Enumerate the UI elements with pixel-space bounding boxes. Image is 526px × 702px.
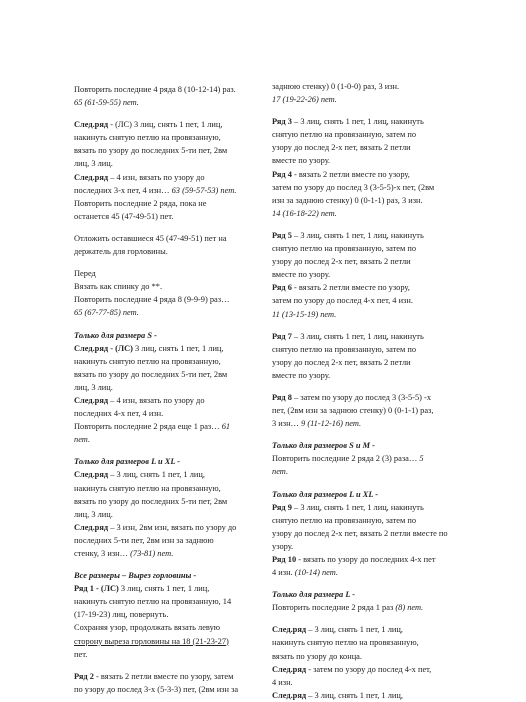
text-line: узору до послед 2-х пет, вязать 2 петли вместе по	[272, 528, 448, 538]
text-line: – 4 изн, вязать по узору до	[108, 395, 205, 405]
text-line: - (ЛС) 3 лиц, снять 1 пет, 1 лиц,	[108, 120, 223, 130]
stitch-count: 65 (67-77-85) пет.	[74, 308, 139, 318]
section-heading: Все размеры – Вырез горловины -	[74, 571, 197, 581]
text-line: вязать по узору до последних 5-ти пет, 2вм	[74, 146, 228, 156]
stitch-count: 61	[221, 422, 231, 432]
section-heading: Только для размера L -	[272, 590, 356, 600]
row-label: Ряд 5	[272, 230, 292, 240]
text-line: – 3 лиц, снять 1 пет, 1 лиц, накинуть	[291, 331, 424, 341]
text-line: 3 изн…	[272, 419, 302, 429]
text-line: лиц, 3 лиц.	[74, 382, 113, 392]
paragraph	[272, 330, 478, 382]
text-line: – 3 лиц, снять 1 пет, 1 лиц, накинуть	[291, 117, 424, 127]
text-line: накинуть снятую петлю на провязанную, 14	[74, 597, 232, 607]
text-line: узору до послед 2-х пет, вязать 2 петли	[272, 357, 411, 367]
row-label: Ряд 2	[74, 671, 94, 681]
row-label: След.ряд - (ЛС)	[74, 343, 133, 353]
text-line: останется 45 (47-49-51) пет.	[74, 211, 174, 221]
paragraph	[74, 329, 274, 447]
text-line: - затем по узору до послед 4-х пет,	[306, 664, 432, 674]
text-line: 4 изн.	[272, 677, 293, 687]
paragraph	[272, 229, 478, 321]
paragraph	[74, 569, 274, 661]
text-line: затем по узору до послед 4-х пет, 4 изн.	[272, 296, 413, 306]
paragraph	[272, 439, 478, 478]
stitch-count: 5	[419, 454, 424, 464]
text-line: вязать по узору до последних 5-ти пет, 2вм	[74, 369, 228, 379]
stitch-count: (73-81) пет.	[130, 549, 174, 558]
paragraph	[272, 488, 478, 580]
text-line: заднюю стенку) 0 (1-0-0) раз, 3 изн.	[272, 82, 400, 91]
text-line: Отложить оставшиеся 45 (47-49-51) пет на	[74, 233, 227, 243]
row-label: След.ряд	[272, 625, 307, 635]
text-line: пет, (2вм изн за заднюю стенку) 0 (0-1-1) раз,	[272, 406, 434, 416]
text-line: – 3 лиц, снять 1 пет, 1 лиц,	[108, 470, 205, 480]
text-line: 4 изн.	[272, 568, 295, 578]
paragraph	[74, 267, 274, 319]
stitch-count: 63 (59-57-53) пет.	[171, 185, 237, 195]
row-label: След.ряд	[272, 664, 307, 674]
stitch-count: 17 (19-22-26) пет.	[272, 95, 337, 105]
text-line: (17-19-23) лиц, повернуть.	[74, 610, 169, 620]
text-line: Сохраняя узор, продолжать вязать левую	[74, 623, 221, 633]
stitch-count: 14 (16-18-22) пет.	[272, 208, 337, 218]
text-line: лиц, 3 лиц.	[74, 509, 113, 519]
text-line: снятую петлю на провязанную, затем по	[272, 130, 417, 140]
paragraph	[74, 83, 274, 109]
stitch-count: 65 (61-59-55) пет.	[74, 98, 139, 108]
text-line: - вязать 2 петли вместе по узору, затем	[93, 671, 234, 681]
text-line: - вязать 2 петли вместе по узору,	[291, 283, 410, 293]
paragraph	[74, 118, 274, 223]
text-line: последних 5-ти пет, 2вм изн за заднюю	[74, 535, 214, 545]
row-label: След.ряд	[74, 470, 109, 480]
stitch-count: (10-14) пет.	[294, 568, 338, 578]
text-line: накинуть снятую петлю на провязанную,	[74, 133, 221, 143]
section-heading: Только для размера S -	[74, 330, 157, 340]
row-label: След.ряд	[74, 172, 109, 182]
text-line: Повторить последние 4 ряда 8 (9-9-9) раз…	[74, 295, 230, 305]
row-label: Ряд 7	[272, 331, 292, 341]
paragraph	[272, 391, 478, 430]
section-heading: Только для размеров L и XL -	[74, 457, 181, 467]
text-line: вязать по узору до конца.	[272, 651, 362, 661]
row-label: След.ряд	[272, 690, 307, 700]
text-line: вместе по узору.	[272, 156, 331, 166]
text-line: снятую петлю на провязанную, затем по	[272, 244, 417, 254]
stitch-count: пет.	[272, 467, 289, 477]
row-label: След.ряд	[74, 395, 109, 405]
paragraph	[272, 588, 478, 614]
text-line: узору до послед 2-х пет, вязать 2 петли	[272, 257, 411, 267]
row-label: Ряд 6	[272, 283, 292, 293]
paragraph	[272, 80, 478, 106]
text-line: пет.	[74, 649, 88, 659]
row-label: Ряд 3	[272, 117, 292, 127]
left-column	[74, 83, 274, 696]
text-line: – 3 лиц, снять 1 пет, 1 лиц, накинуть	[291, 502, 424, 512]
text-line: Повторить последние 2 ряда 2 (3) раза…	[272, 454, 420, 464]
row-label: След.ряд	[74, 120, 109, 130]
row-label: Ряд 8	[272, 392, 292, 402]
text-line: изн за заднюю стенку) 0 (0-1-1) раз, 3 изн.	[272, 195, 423, 205]
row-label: Ряд 1 - (ЛС)	[74, 584, 119, 594]
text-line: накинуть снятую петлю на провязанную,	[74, 483, 221, 493]
text-line: - вязать 2 петли вместе по узору,	[291, 169, 410, 179]
text-line: снятую петлю на провязанную, затем по	[272, 515, 417, 525]
text-line: сторону выреза горловины на 18 (21-23-27)	[74, 636, 229, 646]
text-line: узору.	[272, 541, 294, 551]
text-line: – 3 лиц, снять 1 пет, 1 лиц,	[306, 690, 403, 700]
row-label: Ряд 9	[272, 502, 292, 512]
text-line: – 3 лиц, снять 1 пет, 1 лиц,	[306, 625, 403, 635]
text-line: вместе по узору.	[272, 370, 331, 380]
text-line: стенку, 3 изн…	[74, 549, 131, 558]
text-line: затем по узору до послед 3 (3-5-5)-х пет, (2вм	[272, 182, 435, 192]
text-line: снятую петлю на провязанную, затем по	[272, 344, 417, 354]
row-label: Ряд 10	[272, 555, 297, 564]
text-line: Повторить последние 2 ряда, пока не	[74, 198, 207, 208]
text-line: вязать по узору до последних 5-ти пет, 2вм	[74, 496, 228, 506]
paragraph	[74, 455, 274, 560]
text-line: лиц, 3 лиц.	[74, 159, 113, 169]
text-line: узору до послед 2-х пет, вязать 2 петли	[272, 143, 411, 153]
text-line: – 3 изн, 2вм изн, вязать по узору до	[108, 522, 237, 532]
text-line: последних 4-х пет, 4 изн.	[74, 409, 164, 419]
text-line: - вязать по узору до последних 4-х пет	[296, 555, 436, 564]
text-line: Повторить последние 2 ряда еще 1 раз…	[74, 422, 222, 432]
stitch-count: 9 (11-12-16) пет.	[301, 419, 362, 429]
stitch-count: пет.	[74, 435, 91, 445]
text-line: – затем по узору до послед 3 (3-5-5) -х	[291, 392, 432, 402]
text-line: Повторить последние 4 ряда 8 (10-12-14) раз.	[74, 85, 236, 94]
paragraph	[272, 115, 478, 220]
stitch-count: (8) пет.	[395, 603, 424, 613]
text-line: вместе по узору.	[272, 270, 331, 280]
paragraph	[74, 232, 274, 258]
text-line: Повторить последние 2 ряда 1 раз	[272, 603, 396, 613]
text-line: Вязать как спинку до **.	[74, 282, 163, 292]
section-heading: Только для размеров S и M -	[272, 441, 375, 451]
text-line: последних 3-х пет, 4 изн…	[74, 185, 172, 195]
row-label: След.ряд	[74, 522, 109, 532]
right-column	[272, 80, 478, 702]
row-label: Ряд 4	[272, 169, 292, 179]
text-line: накинуть снятую петлю на провязанную,	[272, 638, 419, 648]
text-line: накинуть снятую петлю на провязанную,	[74, 356, 221, 366]
text-line: по узору до послед 3-х (5-3-3) пет, (2вм изн за	[74, 684, 239, 694]
text-line: держатель для горловины.	[74, 247, 168, 257]
text-line: – 3 лиц, снять 1 пет, 1 лиц, накинуть	[291, 230, 424, 240]
section-heading: Перед	[74, 269, 96, 279]
text-line: 3 лиц, снять 1 пет, 1 лиц,	[132, 343, 224, 353]
paragraph	[272, 623, 478, 702]
text-line: 3 лиц, снять 1 пет, 1 лиц,	[118, 584, 210, 594]
text-line: – 4 изн, вязать по узору до	[108, 172, 205, 182]
stitch-count: 11 (13-15-19) пет.	[272, 309, 337, 319]
section-heading: Только для размеров L и XL -	[272, 489, 379, 499]
paragraph	[74, 670, 274, 696]
